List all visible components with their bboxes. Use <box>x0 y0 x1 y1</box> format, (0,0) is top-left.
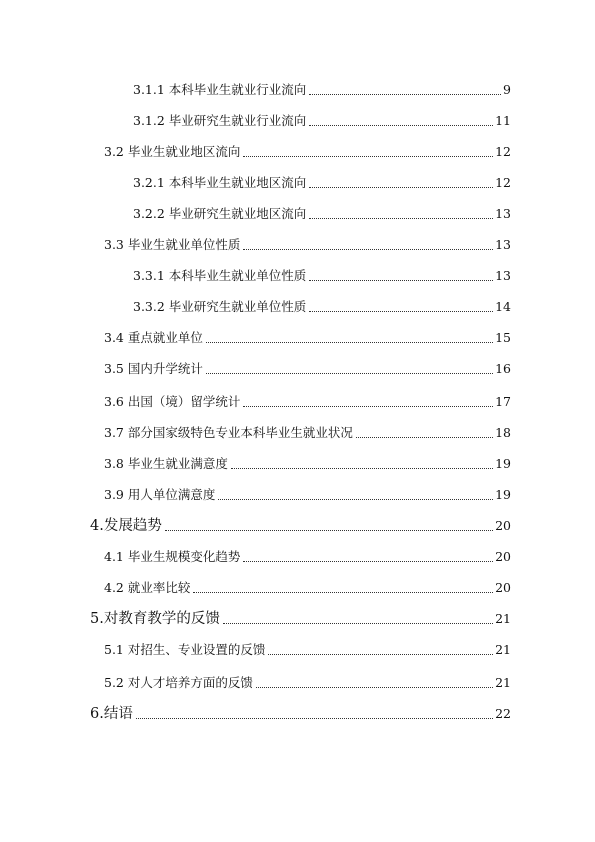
toc-entry[interactable] <box>90 514 511 536</box>
toc-entry-title: 3.4 重点就业单位 <box>104 330 203 345</box>
toc-entry-title: 3.7 部分国家级特色专业本科毕业生就业状况 <box>104 425 353 440</box>
toc-entry-page: 15 <box>495 330 511 345</box>
toc-entry-title: 5.2 对人才培养方面的反馈 <box>104 675 253 690</box>
toc-entry-title: 3.2.2 毕业研究生就业地区流向 <box>133 206 307 221</box>
toc-entry[interactable] <box>133 264 511 286</box>
toc-leader-dots <box>165 530 493 531</box>
toc-entry-title: 4.发展趋势 <box>90 518 162 534</box>
toc-leader-dots <box>268 654 493 655</box>
toc-entry-page: 13 <box>495 237 511 252</box>
toc-entry-page: 20 <box>495 549 511 564</box>
toc-leader-dots <box>309 125 493 126</box>
toc-entry[interactable] <box>90 607 511 629</box>
toc-entry-page: 21 <box>495 642 511 657</box>
toc-leader-dots <box>309 280 493 281</box>
toc-entry-title: 3.2 毕业生就业地区流向 <box>104 144 241 159</box>
toc-entry-page: 12 <box>495 175 511 190</box>
toc-entry-title: 3.1.2 毕业研究生就业行业流向 <box>133 113 307 128</box>
toc-entry-page: 18 <box>495 425 511 440</box>
toc-entry[interactable] <box>104 576 511 598</box>
toc-entry-page: 20 <box>495 518 511 533</box>
toc-leader-dots <box>309 218 493 219</box>
toc-leader-dots <box>206 342 493 343</box>
toc-entry-title: 6.结语 <box>90 706 133 722</box>
toc-entry-page: 20 <box>495 580 511 595</box>
toc-leader-dots <box>309 94 501 95</box>
toc-leader-dots <box>243 561 493 562</box>
toc-entry[interactable] <box>133 78 511 100</box>
toc-entry[interactable] <box>133 171 511 193</box>
toc-entry[interactable] <box>104 421 511 443</box>
toc-entry-title: 3.6 出国（境）留学统计 <box>104 394 241 409</box>
toc-entry[interactable] <box>133 202 511 224</box>
toc-leader-dots <box>223 623 493 624</box>
toc-entry[interactable] <box>104 638 511 660</box>
toc-entry-title: 3.5 国内升学统计 <box>104 361 203 376</box>
toc-entry-page: 13 <box>495 268 511 283</box>
toc-entry-title: 3.2.1 本科毕业生就业地区流向 <box>133 175 307 190</box>
toc-leader-dots <box>218 499 493 500</box>
toc-entry-page: 22 <box>495 706 511 721</box>
toc-leader-dots <box>356 437 493 438</box>
toc-entry-page: 14 <box>495 299 511 314</box>
toc-entry-page: 16 <box>495 361 511 376</box>
toc-entry-title: 3.3.2 毕业研究生就业单位性质 <box>133 299 307 314</box>
toc-entry-title: 4.2 就业率比较 <box>104 580 191 595</box>
toc-leader-dots <box>136 718 493 719</box>
toc-entry-page: 12 <box>495 144 511 159</box>
toc-entry-page: 13 <box>495 206 511 221</box>
toc-entry[interactable] <box>133 109 511 131</box>
toc-entry-page: 9 <box>503 82 511 97</box>
toc-entry-page: 17 <box>495 394 511 409</box>
toc-leader-dots <box>231 468 493 469</box>
toc-leader-dots <box>256 687 493 688</box>
toc-leader-dots <box>193 592 493 593</box>
toc-entry-page: 19 <box>495 456 511 471</box>
toc-entry[interactable] <box>104 357 511 379</box>
toc-entry[interactable] <box>104 671 511 693</box>
toc-entry-title: 3.3 毕业生就业单位性质 <box>104 237 241 252</box>
toc-entry[interactable] <box>104 390 511 412</box>
toc-entry-title: 3.9 用人单位满意度 <box>104 487 216 502</box>
toc-entry[interactable] <box>104 140 511 162</box>
toc-leader-dots <box>243 249 493 250</box>
toc-leader-dots <box>309 187 493 188</box>
toc-entry[interactable] <box>104 452 511 474</box>
toc-entry[interactable] <box>133 295 511 317</box>
toc-leader-dots <box>243 156 493 157</box>
toc-leader-dots <box>243 406 493 407</box>
toc-entry-title: 3.8 毕业生就业满意度 <box>104 456 228 471</box>
toc-entry-title: 3.3.1 本科毕业生就业单位性质 <box>133 268 307 283</box>
toc-leader-dots <box>206 373 493 374</box>
toc-entry[interactable] <box>104 545 511 567</box>
toc-entry-title: 4.1 毕业生规模变化趋势 <box>104 549 241 564</box>
toc-entry[interactable] <box>104 326 511 348</box>
toc-entry-page: 21 <box>495 611 511 626</box>
toc-entry[interactable] <box>104 483 511 505</box>
toc-entry-title: 3.1.1 本科毕业生就业行业流向 <box>133 82 307 97</box>
toc-entry-title: 5.1 对招生、专业设置的反馈 <box>104 642 266 657</box>
toc-entry-page: 21 <box>495 675 511 690</box>
toc-entry-title: 5.对教育教学的反馈 <box>90 611 220 627</box>
toc-leader-dots <box>309 311 493 312</box>
toc-entry[interactable] <box>90 702 511 724</box>
toc-entry-page: 11 <box>495 113 511 128</box>
toc-entry-page: 19 <box>495 487 511 502</box>
toc-entry[interactable] <box>104 233 511 255</box>
